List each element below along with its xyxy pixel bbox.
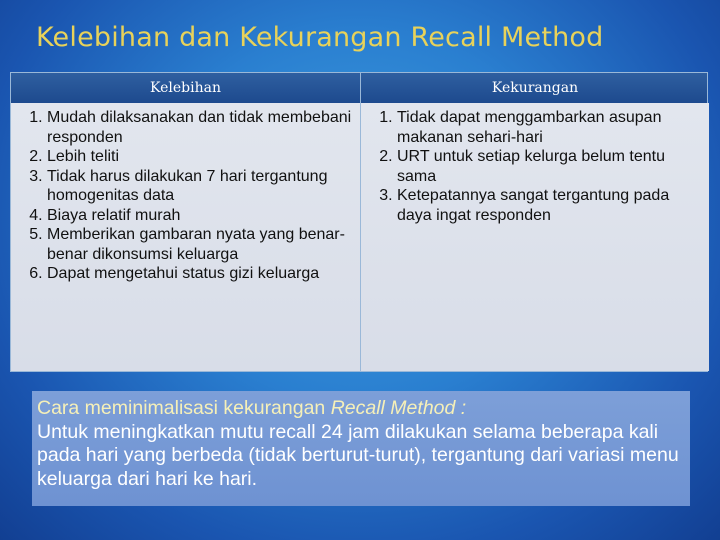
kekurangan-item: 2. URT untuk setiap kelurga belum tentu sama <box>397 147 703 186</box>
kelebihan-list <box>11 108 360 284</box>
note-lead-italic: Recall Method : <box>330 397 467 419</box>
column-header-kekurangan: Kekurangan <box>491 80 579 96</box>
slide-title: Kelebihan dan Kekurangan Recall Method <box>36 22 604 53</box>
kelebihan-cell <box>11 103 360 371</box>
column-header-kelebihan: Kelebihan <box>150 80 221 96</box>
kekurangan-list <box>361 108 709 225</box>
kelebihan-item: 1. Mudah dilaksanakan dan tidak membebani responden <box>47 108 354 147</box>
kekurangan-cell <box>361 103 709 371</box>
comparison-table <box>10 72 708 372</box>
note-box <box>32 391 690 506</box>
kelebihan-item: 5. Memberikan gambaran nyata yang benar-benar dikonsumsi keluarga <box>47 225 354 264</box>
kelebihan-item: 2. Lebih teliti <box>47 147 354 167</box>
kekurangan-item: 3. Ketepatannya sangat tergantung pada daya ingat responden <box>397 186 703 225</box>
note-lead-prefix: Cara meminimalisasi kekurangan <box>37 397 331 419</box>
kekurangan-item: 1. Tidak dapat menggambarkan asupan makanan sehari-hari <box>397 108 703 147</box>
kelebihan-item: 3. Tidak harus dilakukan 7 hari tergantung homogenitas data <box>47 167 354 206</box>
table-header-row <box>11 73 707 103</box>
kelebihan-item: 4. Biaya relatif murah <box>47 206 354 226</box>
kelebihan-item: 6. Dapat mengetahui status gizi keluarga <box>47 264 354 284</box>
note-body: Untuk meningkatkan mutu recall 24 jam dilakukan selama beberapa kali pada hari yang berbeda (tidak berturut-turut), tergantung dari variasi menu keluarga dari hari ke hari. <box>37 420 679 490</box>
note-lead <box>37 397 684 421</box>
